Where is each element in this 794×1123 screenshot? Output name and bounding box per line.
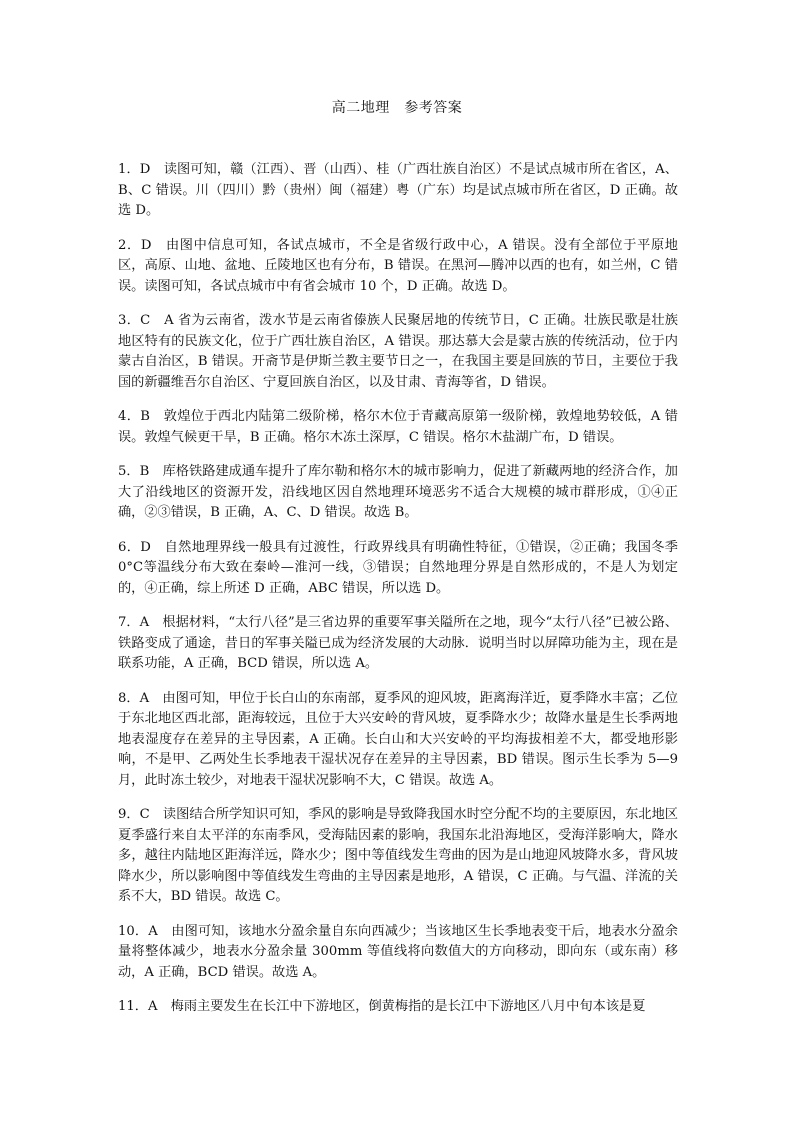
answer-item-11: 11．A 梅雨主要发生在长江中下游地区，倒黄梅指的是长江中下游地区八月中旬本该是夏 (118, 999, 646, 1014)
answer-item-6: 6．D 自然地理界线一般具有过渡性，行政界线具有明确性特征，①错误，②正确；我国冬季 0°C等温线分布大致在秦岭—淮河一线，③错误；自然地理分界是自然形成的，不是人为划定的，④正确，综上所述 D 正确，ABC 错误，所以选 D。 (118, 539, 678, 596)
answer-item-10: 10．A 由图可知，该地水分盈余量自东向西减少；当该地区生长季地表变干后，地表水分盈余量将整体减少，地表水分盈余量 300mm 等值线将向数值大的方向移动，即向东（或东南）移动，A 正确，BCD 错误。故选 A。 (118, 923, 678, 980)
answer-item-1: 1．D 读图可知，赣（江西）、晋（山西）、桂（广西壮族自治区）不是试点城市所在省区，A、B、C 错误。川（四川）黔（贵州）闽（福建）粤（广东）均是试点城市所在省区，D 正确。故选 D。 (118, 162, 678, 218)
answer-item-7: 7．A 根据材料，“太行八径”是三省边界的重要军事关隘所在之地，现今“太行八径”已被公路、铁路变成了通途，昔日的军事关隘已成为经济发展的大动脉．说明当时以屏障功能为主，现在是联系功能，A 正确，BCD 错误，所以选 A。 (118, 615, 678, 671)
answer-item-4: 4．B 敦煌位于西北内陆第二级阶梯，格尔木位于青藏高原第一级阶梯，敦煌地势较低，A 错误。敦煌气候更干旱，B 正确。格尔木冻土深厚，C 错误。格尔木盐湖广布，D 错误。 (118, 409, 678, 445)
page-title: 高二地理 参考答案 (331, 100, 463, 116)
answer-list (118, 160, 678, 1032)
answer-item-2: 2．D 由图中信息可知，各试点城市，不全是省级行政中心，A 错误。没有全部位于平原地区，高原、山地、盆地、丘陵地区也有分布，B 错误。在黑河—腾冲以西的也有，如兰州，C 错误。读图可知，各试点城市中有省会城市 10 个，D 正确。故选 D。 (118, 237, 678, 294)
answer-item-3: 3．C A 省为云南省，泼水节是云南省傣族人民聚居地的传统节日，C 正确。壮族民歌是壮族地区特有的民族文化，位于广西壮族自治区，A 错误。那达慕大会是蒙古族的传统活动，位于内蒙古自治区，B 错误。开斋节是伊斯兰教主要节日之一，在我国主要是回族的节日，主要位于我国的新疆维吾尔自治区、宁夏回族自治区，以及甘肃、青海等省，D 错误。 (118, 313, 678, 390)
answer-item-9: 9．C 读图结合所学知识可知，季风的影响是导致降我国水时空分配不均的主要原因，东北地区夏季盛行来自太平洋的东南季风，受海陆因素的影响，我国东北沿海地区，受海洋影响大，降水多，越往内陆地区距海洋远，降水少；图中等值线发生弯曲的因为是山地迎风坡降水多，背风坡降水少，所以影响图中等值线发生弯曲的主导因素是地形，A 错误，C 正确。与气温、洋流的关系不大，BD 错误。故选 C。 (118, 807, 678, 904)
answer-item-8: 8．A 由图可知，甲位于长白山的东南部，夏季风的迎风坡，距离海洋近，夏季降水丰富；乙位于东北地区西北部，距海较远，且位于大兴安岭的背风坡，夏季降水少；故降水量是生长季两地地表湿度存在差异的主导因素，A 正确。长白山和大兴安岭的平均海拔相差不大，都受地形影响，不是甲、乙两处生长季地表干湿状况存在差异的主导因素，BD 错误。图示生长季为 5—9 月，此时冻土较少，对地表干湿状况影响不大，C 错误。故选 A。 (118, 690, 678, 788)
answer-item-5: 5．B 库格铁路建成通车提升了库尔勒和格尔木的城市影响力，促进了新藏两地的经济合作，加大了沿线地区的资源开发，沿线地区因自然地理环境恶劣不适合大规模的城市群形成，①④正确，②③错误，B 正确，A、C、D 错误。故选 B。 (118, 464, 678, 520)
